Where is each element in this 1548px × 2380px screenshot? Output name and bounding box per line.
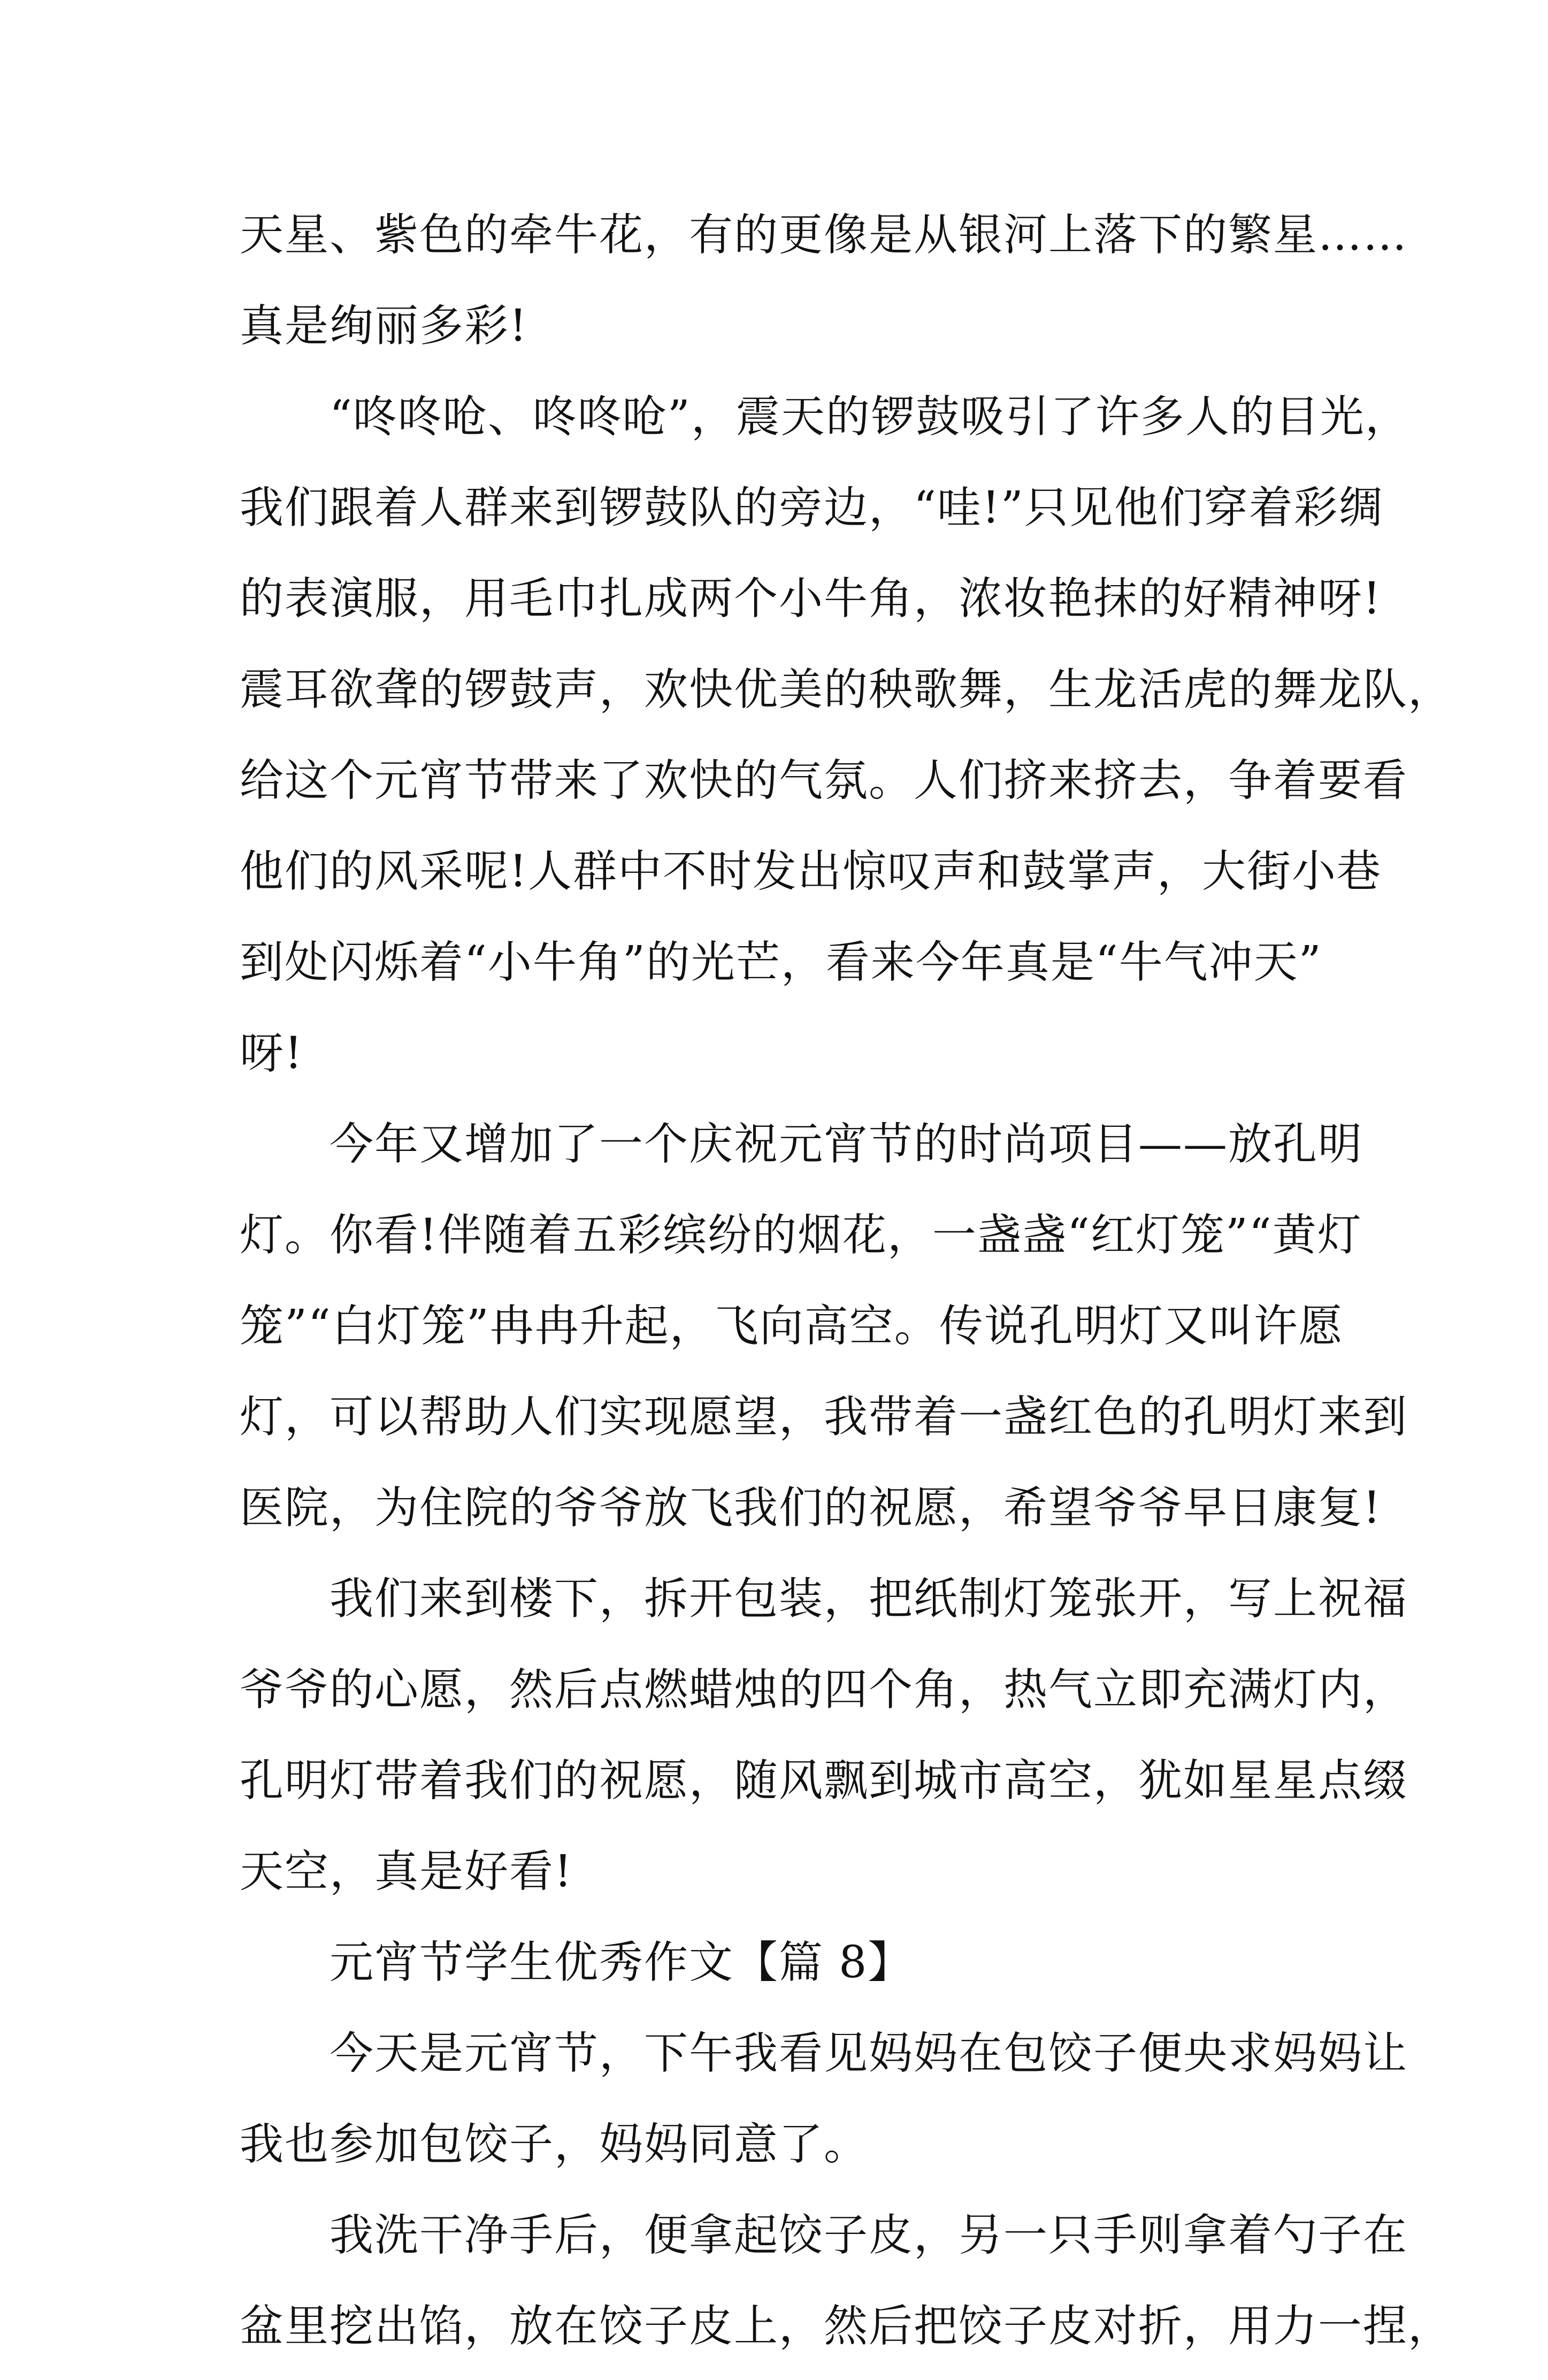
paragraph-first-line: 今年又增加了一个庆祝元宵节的时尚项目——放孔明 (329, 1119, 1363, 1170)
text-line: 他们的风采呢!人群中不时发出惊叹声和鼓掌声，大街小巷 (240, 846, 1382, 897)
text-line: 天空，真是好看! (240, 1846, 573, 1897)
essay-body (240, 198, 1453, 2380)
text-line: 震耳欲聋的锣鼓声，欢快优美的秧歌舞，生龙活虎的舞龙队， (240, 664, 1453, 715)
paragraph-first-line: 我洗干净手后，便拿起饺子皮，另一只手则拿着勺子在 (329, 2210, 1408, 2261)
text-line: 医院，为住院的爷爷放飞我们的祝愿，希望爷爷早日康复! (240, 1483, 1382, 1533)
paragraph-first-line: “咚咚呛、咚咚呛”，震天的锣鼓吸引了许多人的目光， (329, 391, 1410, 442)
text-line: 天星、紫色的牵牛花，有的更像是从银河上落下的繁星…… (240, 210, 1408, 260)
text-line: 笼”“白灯笼”冉冉升起，飞向高空。传说孔明灯又叫许愿 (240, 1301, 1344, 1352)
text-line: 灯。你看!伴随着五彩缤纷的烟花，一盏盏“红灯笼”“黄灯 (240, 1210, 1362, 1261)
text-line: 盆里挖出馅，放在饺子皮上，然后把饺子皮对折，用力一捏， (240, 2301, 1453, 2352)
paragraph-first-line: 今天是元宵节，下午我看见妈妈在包饺子便央求妈妈让 (329, 2028, 1408, 2079)
text-line: 的表演服，用毛巾扎成两个小牛角，浓妆艳抹的好精神呀! (240, 573, 1382, 624)
text-line: 到处闪烁着“小牛角”的光芒，看来今年真是“牛气冲天” (240, 937, 1322, 988)
text-line: 爷爷的心愿，然后点燃蜡烛的四个角，热气立即充满灯内， (240, 1664, 1408, 1715)
text-line: 呀! (240, 1028, 303, 1079)
text-line: 我们跟着人群来到锣鼓队的旁边，“哇!”只见他们穿着彩绸 (240, 482, 1384, 533)
section-heading: 元宵节学生优秀作文【篇 8】 (329, 1937, 913, 1988)
text-line: 我也参加包饺子，妈妈同意了。 (240, 2119, 869, 2170)
text-line: 真是绚丽多彩! (240, 301, 528, 351)
paragraph-first-line: 我们来到楼下，拆开包装，把纸制灯笼张开，写上祝福 (329, 1573, 1408, 1624)
text-line: 给这个元宵节带来了欢快的气氛。人们挤来挤去，争着要看 (240, 755, 1408, 806)
text-line: 灯，可以帮助人们实现愿望，我带着一盏红色的孔明灯来到 (240, 1392, 1408, 1442)
text-line: 孔明灯带着我们的祝愿，随风飘到城市高空，犹如星星点缀 (240, 1755, 1408, 1806)
